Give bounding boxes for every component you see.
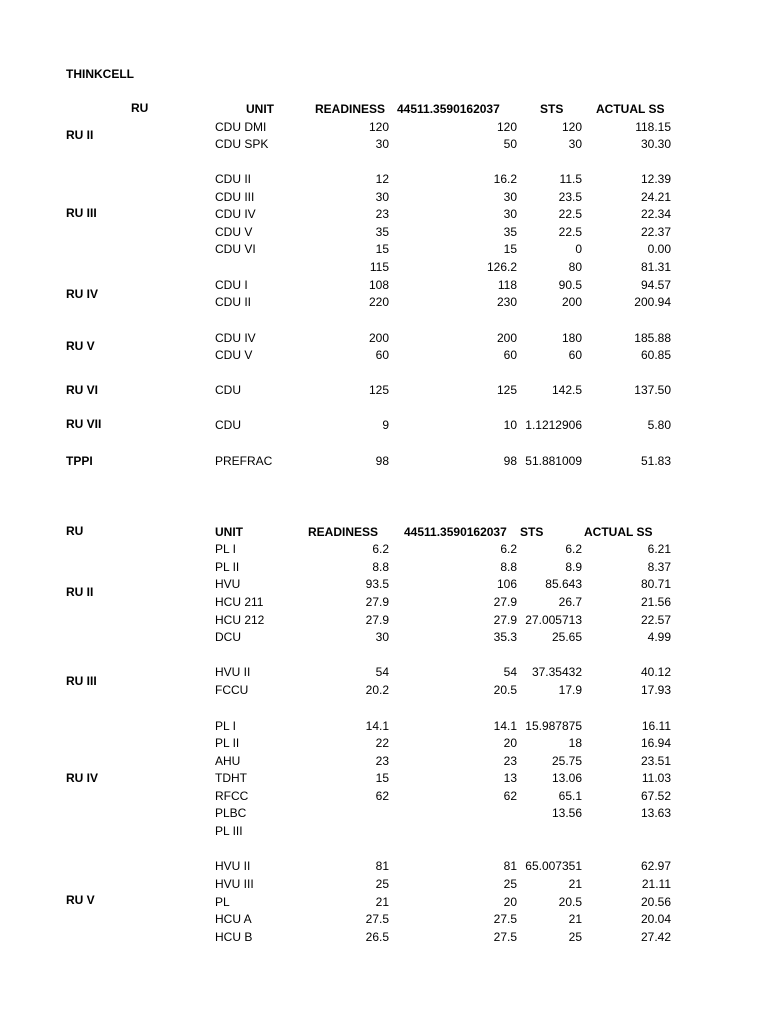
actual-ss-cell: 30.30 — [640, 137, 671, 151]
group-label: RU V — [66, 339, 95, 353]
sts-cell: 65.007351 — [525, 859, 582, 873]
date-col-cell: 27.5 — [493, 930, 517, 944]
sts-cell: 37.35432 — [531, 665, 582, 679]
date-col-cell: 81 — [503, 859, 517, 873]
readiness-cell: 15 — [375, 242, 389, 256]
actual-ss-cell: 13.63 — [640, 806, 671, 820]
date-col-cell: 27.9 — [493, 613, 517, 627]
readiness-cell: 220 — [368, 295, 389, 309]
date-col-cell: 106 — [496, 577, 517, 591]
sts-cell: 6.2 — [565, 542, 582, 556]
date-col-cell: 27.5 — [493, 912, 517, 926]
t1-header-sts: STS — [540, 102, 564, 116]
unit-cell: PL I — [215, 719, 236, 733]
unit-cell: CDU V — [215, 225, 253, 239]
actual-ss-cell: 27.42 — [640, 930, 671, 944]
t2-header-ru: RU — [66, 524, 84, 538]
unit-cell: CDU V — [215, 348, 253, 362]
sts-cell: 180 — [561, 331, 582, 345]
date-col-cell: 16.2 — [493, 172, 517, 186]
unit-cell: CDU — [215, 383, 241, 397]
actual-ss-cell: 24.21 — [640, 190, 671, 204]
actual-ss-cell: 40.12 — [640, 665, 671, 679]
readiness-cell: 30 — [375, 137, 389, 151]
readiness-cell: 125 — [368, 383, 389, 397]
readiness-cell: 27.9 — [365, 613, 389, 627]
sts-cell: 20.5 — [558, 895, 582, 909]
unit-cell: CDU I — [215, 278, 248, 292]
t2-header-date-col: 44511.3590162037 — [404, 525, 507, 539]
sts-cell: 22.5 — [558, 225, 582, 239]
unit-cell: AHU — [215, 754, 241, 768]
t1-header-unit: UNIT — [246, 102, 274, 116]
date-col-cell: 13 — [503, 771, 517, 785]
actual-ss-cell: 20.04 — [640, 912, 671, 926]
group-label: TPPI — [66, 454, 93, 468]
sts-cell: 200 — [561, 295, 582, 309]
unit-cell: PLBC — [215, 806, 247, 820]
group-label: RU III — [66, 674, 97, 688]
unit-cell: HVU II — [215, 665, 251, 679]
sts-cell: 90.5 — [558, 278, 582, 292]
unit-cell: FCCU — [215, 683, 249, 697]
group-label: RU III — [66, 206, 97, 220]
actual-ss-cell: 67.52 — [640, 789, 671, 803]
date-col-cell: 120 — [496, 120, 517, 134]
actual-ss-cell: 21.11 — [641, 877, 671, 891]
readiness-cell: 27.9 — [365, 595, 389, 609]
actual-ss-cell: 16.11 — [641, 719, 671, 733]
date-col-cell: 35.3 — [493, 630, 517, 644]
date-col-cell: 98 — [503, 454, 517, 468]
sts-cell: 1.1212906 — [525, 418, 582, 432]
unit-cell: CDU SPK — [215, 137, 269, 151]
readiness-cell: 108 — [368, 278, 389, 292]
readiness-cell: 35 — [375, 225, 389, 239]
readiness-cell: 22 — [375, 736, 389, 750]
date-col-cell: 230 — [496, 295, 517, 309]
readiness-cell: 23 — [375, 207, 389, 221]
date-col-cell: 200 — [496, 331, 517, 345]
actual-ss-cell: 5.80 — [647, 418, 671, 432]
date-col-cell: 14.1 — [493, 719, 517, 733]
date-col-cell: 50 — [503, 137, 517, 151]
date-col-cell: 27.9 — [493, 595, 517, 609]
sts-cell: 8.9 — [565, 560, 582, 574]
date-col-cell: 54 — [503, 665, 517, 679]
actual-ss-cell: 22.37 — [640, 225, 671, 239]
sts-cell: 13.56 — [551, 806, 582, 820]
t2-header-sts: STS — [520, 525, 544, 539]
actual-ss-cell: 185.88 — [634, 331, 671, 345]
readiness-cell: 93.5 — [365, 577, 389, 591]
readiness-cell: 25 — [375, 877, 389, 891]
group-label: RU V — [66, 893, 95, 907]
actual-ss-cell: 6.21 — [647, 542, 671, 556]
group-label: RU II — [66, 128, 94, 142]
sts-cell: 0 — [575, 242, 582, 256]
t2-header-actual: ACTUAL SS — [584, 525, 653, 539]
date-col-cell: 20 — [503, 895, 517, 909]
sts-cell: 120 — [561, 120, 582, 134]
date-col-cell: 30 — [503, 190, 517, 204]
actual-ss-cell: 21.56 — [640, 595, 671, 609]
readiness-cell: 12 — [375, 172, 389, 186]
sts-cell: 25.75 — [551, 754, 582, 768]
actual-ss-cell: 60.85 — [640, 348, 671, 362]
readiness-cell: 30 — [375, 190, 389, 204]
readiness-cell: 62 — [375, 789, 389, 803]
readiness-cell: 98 — [375, 454, 389, 468]
sts-cell: 30 — [568, 137, 582, 151]
actual-ss-cell: 11.03 — [641, 771, 671, 785]
sts-cell: 21 — [568, 877, 582, 891]
date-col-cell: 15 — [503, 242, 517, 256]
date-col-cell: 10 — [503, 418, 517, 432]
sts-cell: 142.5 — [551, 383, 582, 397]
actual-ss-cell: 94.57 — [640, 278, 671, 292]
unit-cell: HVU — [215, 577, 241, 591]
unit-cell: PREFRAC — [215, 454, 273, 468]
unit-cell: HCU 211 — [215, 595, 264, 609]
unit-cell: CDU VI — [215, 242, 256, 256]
actual-ss-cell: 81.31 — [640, 260, 671, 274]
date-col-cell: 8.8 — [500, 560, 517, 574]
sts-cell: 15.987875 — [525, 719, 582, 733]
readiness-cell: 23 — [375, 754, 389, 768]
group-label: RU IV — [66, 287, 99, 301]
readiness-cell: 81 — [375, 859, 389, 873]
actual-ss-cell: 17.93 — [640, 683, 671, 697]
readiness-cell: 26.5 — [365, 930, 389, 944]
readiness-cell: 54 — [375, 665, 389, 679]
sts-cell: 27.005713 — [525, 613, 582, 627]
sts-cell: 17.9 — [558, 683, 582, 697]
actual-ss-cell: 80.71 — [640, 577, 671, 591]
actual-ss-cell: 12.39 — [640, 172, 671, 186]
unit-cell: PL — [215, 895, 230, 909]
date-col-cell: 62 — [503, 789, 517, 803]
readiness-cell: 115 — [369, 260, 389, 274]
sts-cell: 22.5 — [558, 207, 582, 221]
t1-header-date-col: 44511.3590162037 — [397, 102, 500, 116]
actual-ss-cell: 23.51 — [640, 754, 671, 768]
group-label: RU II — [66, 585, 94, 599]
t1-header-ru: RU — [131, 101, 149, 115]
date-col-cell: 126.2 — [486, 260, 517, 274]
date-col-cell: 25 — [503, 877, 517, 891]
t2-header-unit: UNIT — [215, 525, 243, 539]
readiness-cell: 27.5 — [365, 912, 389, 926]
readiness-cell: 120 — [368, 120, 389, 134]
unit-cell: HVU II — [215, 859, 251, 873]
unit-cell: CDU II — [215, 295, 251, 309]
sts-cell: 26.7 — [558, 595, 582, 609]
unit-cell: PL III — [215, 824, 243, 838]
sts-cell: 18 — [568, 736, 582, 750]
readiness-cell: 9 — [382, 418, 389, 432]
sts-cell: 25 — [568, 930, 582, 944]
date-col-cell: 20.5 — [493, 683, 517, 697]
unit-cell: HVU III — [215, 877, 254, 891]
readiness-cell: 21 — [375, 895, 389, 909]
actual-ss-cell: 8.37 — [647, 560, 671, 574]
date-col-cell: 118 — [497, 278, 517, 292]
document-title: THINKCELL — [66, 67, 134, 81]
readiness-cell: 200 — [368, 331, 389, 345]
unit-cell: HCU B — [215, 930, 253, 944]
unit-cell: CDU IV — [215, 207, 256, 221]
unit-cell: CDU IV — [215, 331, 256, 345]
actual-ss-cell: 51.83 — [640, 454, 671, 468]
unit-cell: PL II — [215, 736, 240, 750]
date-col-cell: 125 — [496, 383, 517, 397]
actual-ss-cell: 22.57 — [640, 613, 671, 627]
t1-header-actual: ACTUAL SS — [596, 102, 665, 116]
sts-cell: 85.643 — [545, 577, 582, 591]
sts-cell: 60 — [568, 348, 582, 362]
readiness-cell: 6.2 — [372, 542, 389, 556]
readiness-cell: 8.8 — [372, 560, 389, 574]
date-col-cell: 30 — [503, 207, 517, 221]
date-col-cell: 20 — [503, 736, 517, 750]
group-label: RU VI — [66, 383, 99, 397]
date-col-cell: 35 — [503, 225, 517, 239]
sts-cell: 51.881009 — [525, 454, 582, 468]
group-label: RU IV — [66, 771, 99, 785]
actual-ss-cell: 16.94 — [640, 736, 671, 750]
readiness-cell: 15 — [375, 771, 389, 785]
actual-ss-cell: 200.94 — [634, 295, 671, 309]
actual-ss-cell: 4.99 — [647, 630, 671, 644]
actual-ss-cell: 118.15 — [635, 120, 671, 134]
sts-cell: 23.5 — [558, 190, 582, 204]
unit-cell: PL I — [215, 542, 236, 556]
actual-ss-cell: 0.00 — [647, 242, 671, 256]
actual-ss-cell: 20.56 — [640, 895, 671, 909]
readiness-cell: 14.1 — [365, 719, 389, 733]
t1-header-readiness: READINESS — [315, 102, 386, 116]
readiness-cell: 60 — [375, 348, 389, 362]
unit-cell: HCU A — [215, 912, 252, 926]
sts-cell: 13.06 — [551, 771, 582, 785]
sts-cell: 65.1 — [558, 789, 582, 803]
readiness-cell: 30 — [375, 630, 389, 644]
date-col-cell: 6.2 — [500, 542, 517, 556]
unit-cell: DCU — [215, 630, 241, 644]
date-col-cell: 60 — [503, 348, 517, 362]
t2-header-readiness: READINESS — [308, 525, 379, 539]
unit-cell: CDU DMI — [215, 120, 267, 134]
actual-ss-cell: 22.34 — [640, 207, 671, 221]
unit-cell: TDHT — [215, 771, 247, 785]
unit-cell: PL II — [215, 560, 240, 574]
actual-ss-cell: 62.97 — [640, 859, 671, 873]
readiness-cell: 20.2 — [365, 683, 389, 697]
sts-cell: 11.5 — [559, 172, 582, 186]
actual-ss-cell: 137.50 — [634, 383, 671, 397]
unit-cell: CDU III — [215, 190, 255, 204]
unit-cell: CDU — [215, 418, 241, 432]
unit-cell: HCU 212 — [215, 613, 265, 627]
sts-cell: 21 — [568, 912, 582, 926]
group-label: RU VII — [66, 417, 102, 431]
sts-cell: 80 — [568, 260, 582, 274]
unit-cell: CDU II — [215, 172, 251, 186]
sts-cell: 25.65 — [551, 630, 582, 644]
unit-cell: RFCC — [215, 789, 249, 803]
date-col-cell: 23 — [503, 754, 517, 768]
